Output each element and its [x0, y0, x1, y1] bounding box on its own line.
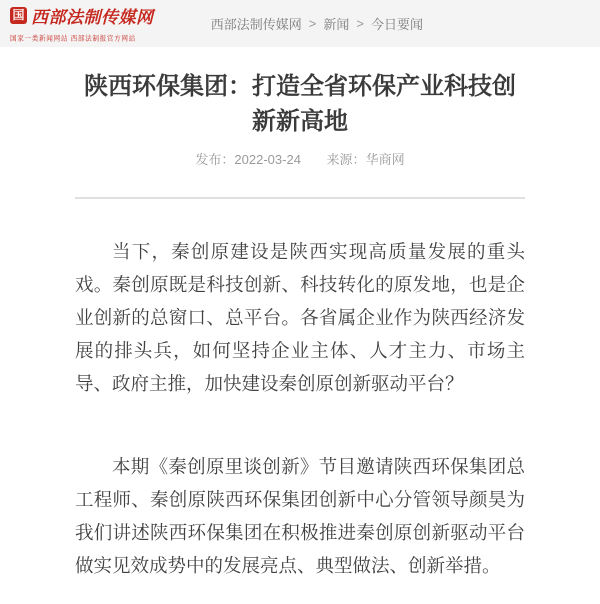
breadcrumb-today-highlights[interactable]: 今日要闻	[371, 17, 424, 32]
logo-seal-icon: 国	[10, 7, 27, 24]
breadcrumb	[211, 14, 423, 33]
title-divider	[75, 197, 525, 199]
breadcrumb-separator-icon: >	[308, 16, 317, 31]
breadcrumb-separator-icon: >	[356, 16, 364, 31]
logo-row	[10, 3, 201, 28]
site-header	[0, 0, 600, 47]
article-title: 陕西环保集团：打造全省环保产业科技创新新高地	[84, 73, 516, 135]
site-logo[interactable]	[10, 3, 201, 45]
logo-name: 西部法制传媒网	[31, 7, 154, 28]
publish-date: 2022-03-24	[234, 152, 301, 167]
breadcrumb-home[interactable]: 西部法制传媒网	[210, 17, 302, 32]
logo-tagline: 国家一类新闻网站 西部法制报官方网站	[10, 34, 136, 42]
article-paragraph-2: 本期《秦创原里谈创新》节目邀请陕西环保集团总工程师、秦创原陕西环保集团创新中心分管领导颜昊为我们讲述陕西环保集团在积极推进秦创原创新驱动平台做实见效成势中的发展亮点、典型做法、创新举措。	[75, 456, 525, 576]
publish-label: 发布：	[195, 152, 235, 167]
article-meta	[75, 149, 525, 168]
article-paragraph-1: 当下，秦创原建设是陕西实现高质量发展的重头戏。秦创原既是科技创新、科技转化的原发地，也是企业创新的总窗口、总平台。各省属企业作为陕西经济发展的排头兵，如何坚持企业主体、人才主力、市场主导、政府主推，加快建设秦创原创新驱动平台？	[75, 241, 525, 394]
breadcrumb-news[interactable]: 新闻	[323, 17, 350, 32]
article-body	[75, 69, 525, 582]
source-name: 华商网	[365, 152, 405, 167]
source-label: 来源：	[326, 152, 366, 167]
